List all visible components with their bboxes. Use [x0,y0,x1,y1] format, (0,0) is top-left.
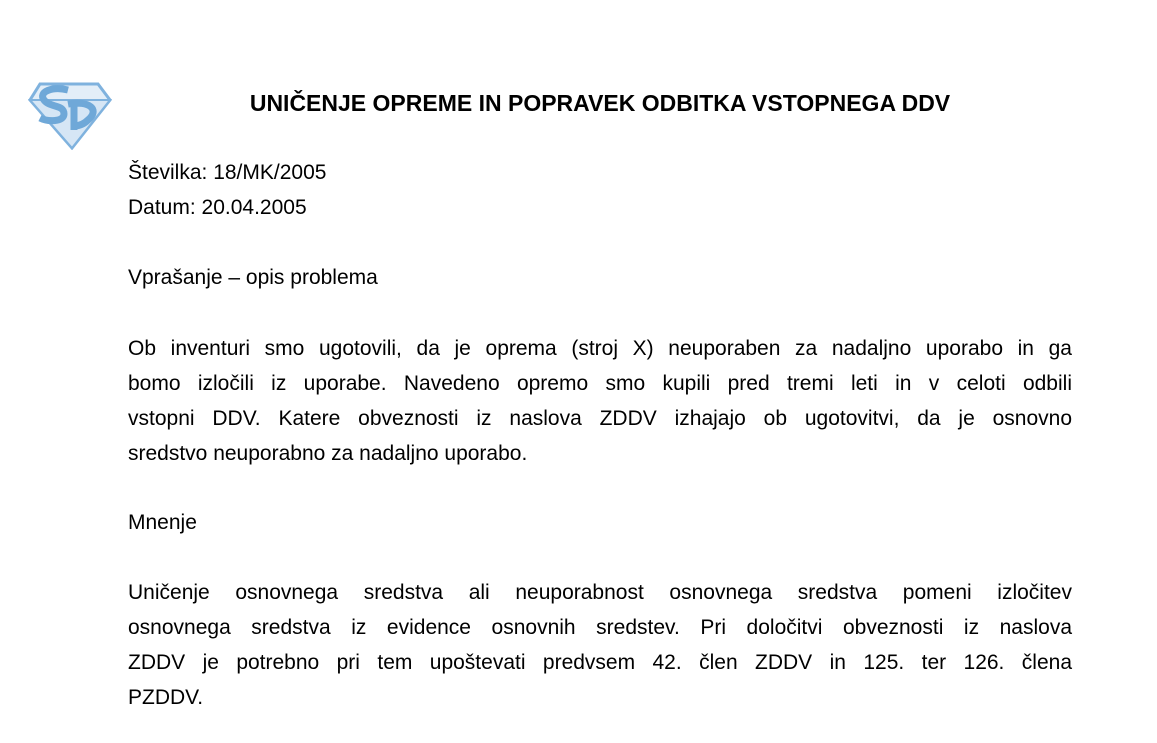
document-date: Datum: 20.04.2005 [128,196,307,219]
question-paragraph [128,331,1072,471]
paragraph-line: bomo izločili iz uporabe. Navedeno opremo smo kupili pred tremi leti in v celoti odbili [128,372,1072,395]
opinion-heading: Mnenje [128,511,197,534]
paragraph-line: osnovnega sredstva iz evidence osnovnih sredstev. Pri določitvi obveznosti iz naslova [128,616,1072,639]
paragraph-line: Ob inventuri smo ugotovili, da je oprema (stroj X) neuporaben za nadaljno uporabo in ga [128,337,1072,360]
document-title: UNIČENJE OPREME IN POPRAVEK ODBITKA VSTOPNEGA DDV [249,90,951,116]
paragraph-line: ZDDV je potrebno pri tem upoštevati predvsem 42. člen ZDDV in 125. ter 126. člena [128,651,1072,674]
paragraph-line: vstopni DDV. Katere obveznosti iz naslova ZDDV izhajajo ob ugotovitvi, da je osnovno [128,407,1072,430]
question-heading: Vprašanje – opis problema [128,266,378,289]
paragraph-line: sredstvo neuporabno za nadaljno uporabo. [128,442,528,465]
document-number: Številka: 18/MK/2005 [128,161,327,184]
paragraph-line: Uničenje osnovnega sredstva ali neuporabnost osnovnega sredstva pomeni izločitev [128,581,1072,604]
opinion-paragraph [128,575,1072,715]
paragraph-line: PZDDV. [128,686,204,709]
company-logo [28,78,112,150]
